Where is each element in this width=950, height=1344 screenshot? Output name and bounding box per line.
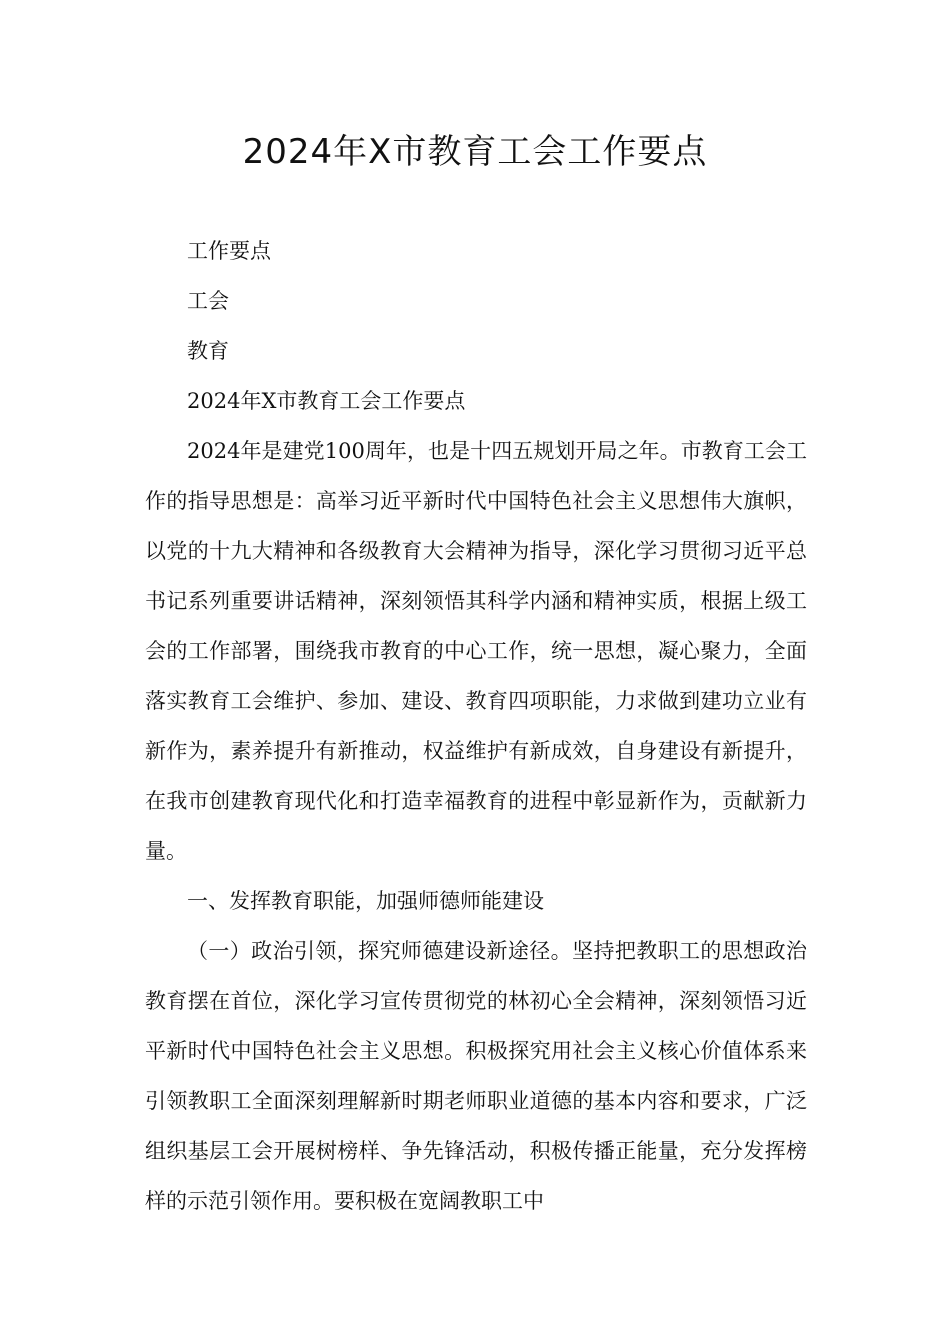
keyword-line: 工会 [187,289,229,313]
keyword-line: 工作要点 [187,239,271,263]
document-body [145,226,807,1226]
document-subtitle: 2024年X市教育工会工作要点 [187,389,466,413]
document-title: 2024年X市教育工会工作要点 [242,132,708,172]
keyword-line: 教育 [187,339,229,363]
intro-paragraph: 2024年是建党100周年，也是十四五规划开局之年。市教育工会工作的指导思想是：高举习近平新时代中国特色社会主义思想伟大旗帜，以党的十九大精神和各级教育大会精神为指导，深化学习贯彻习近平总书记系列重要讲话精神，深刻领悟其科学内涵和精神实质，根据上级工会的工作部署，围绕我市教育的中心工作，统一思想，凝心聚力，全面落实教育工会维护、参加、建设、教育四项职能，力求做到建功立业有新作为，素养提升有新推动，权益维护有新成效，自身建设有新提升，在我市创建教育现代化和打造幸福教育的进程中彰显新作为，贡献新力量。 [145,439,807,863]
section-heading: 一、发挥教育职能，加强师德师能建设 [187,889,544,913]
body-paragraph: （一）政治引领，探究师德建设新途径。坚持把教职工的思想政治教育摆在首位，深化学习宣传贯彻党的林初心全会精神，深刻领悟习近平新时代中国特色社会主义思想。积极探究用社会主义核心价值体系来引领教职工全面深刻理解新时期老师职业道德的基本内容和要求，广泛组织基层工会开展树榜样、争先锋活动，积极传播正能量，充分发挥榜样的示范引领作用。要积极在宽阔教职工中 [145,939,807,1213]
